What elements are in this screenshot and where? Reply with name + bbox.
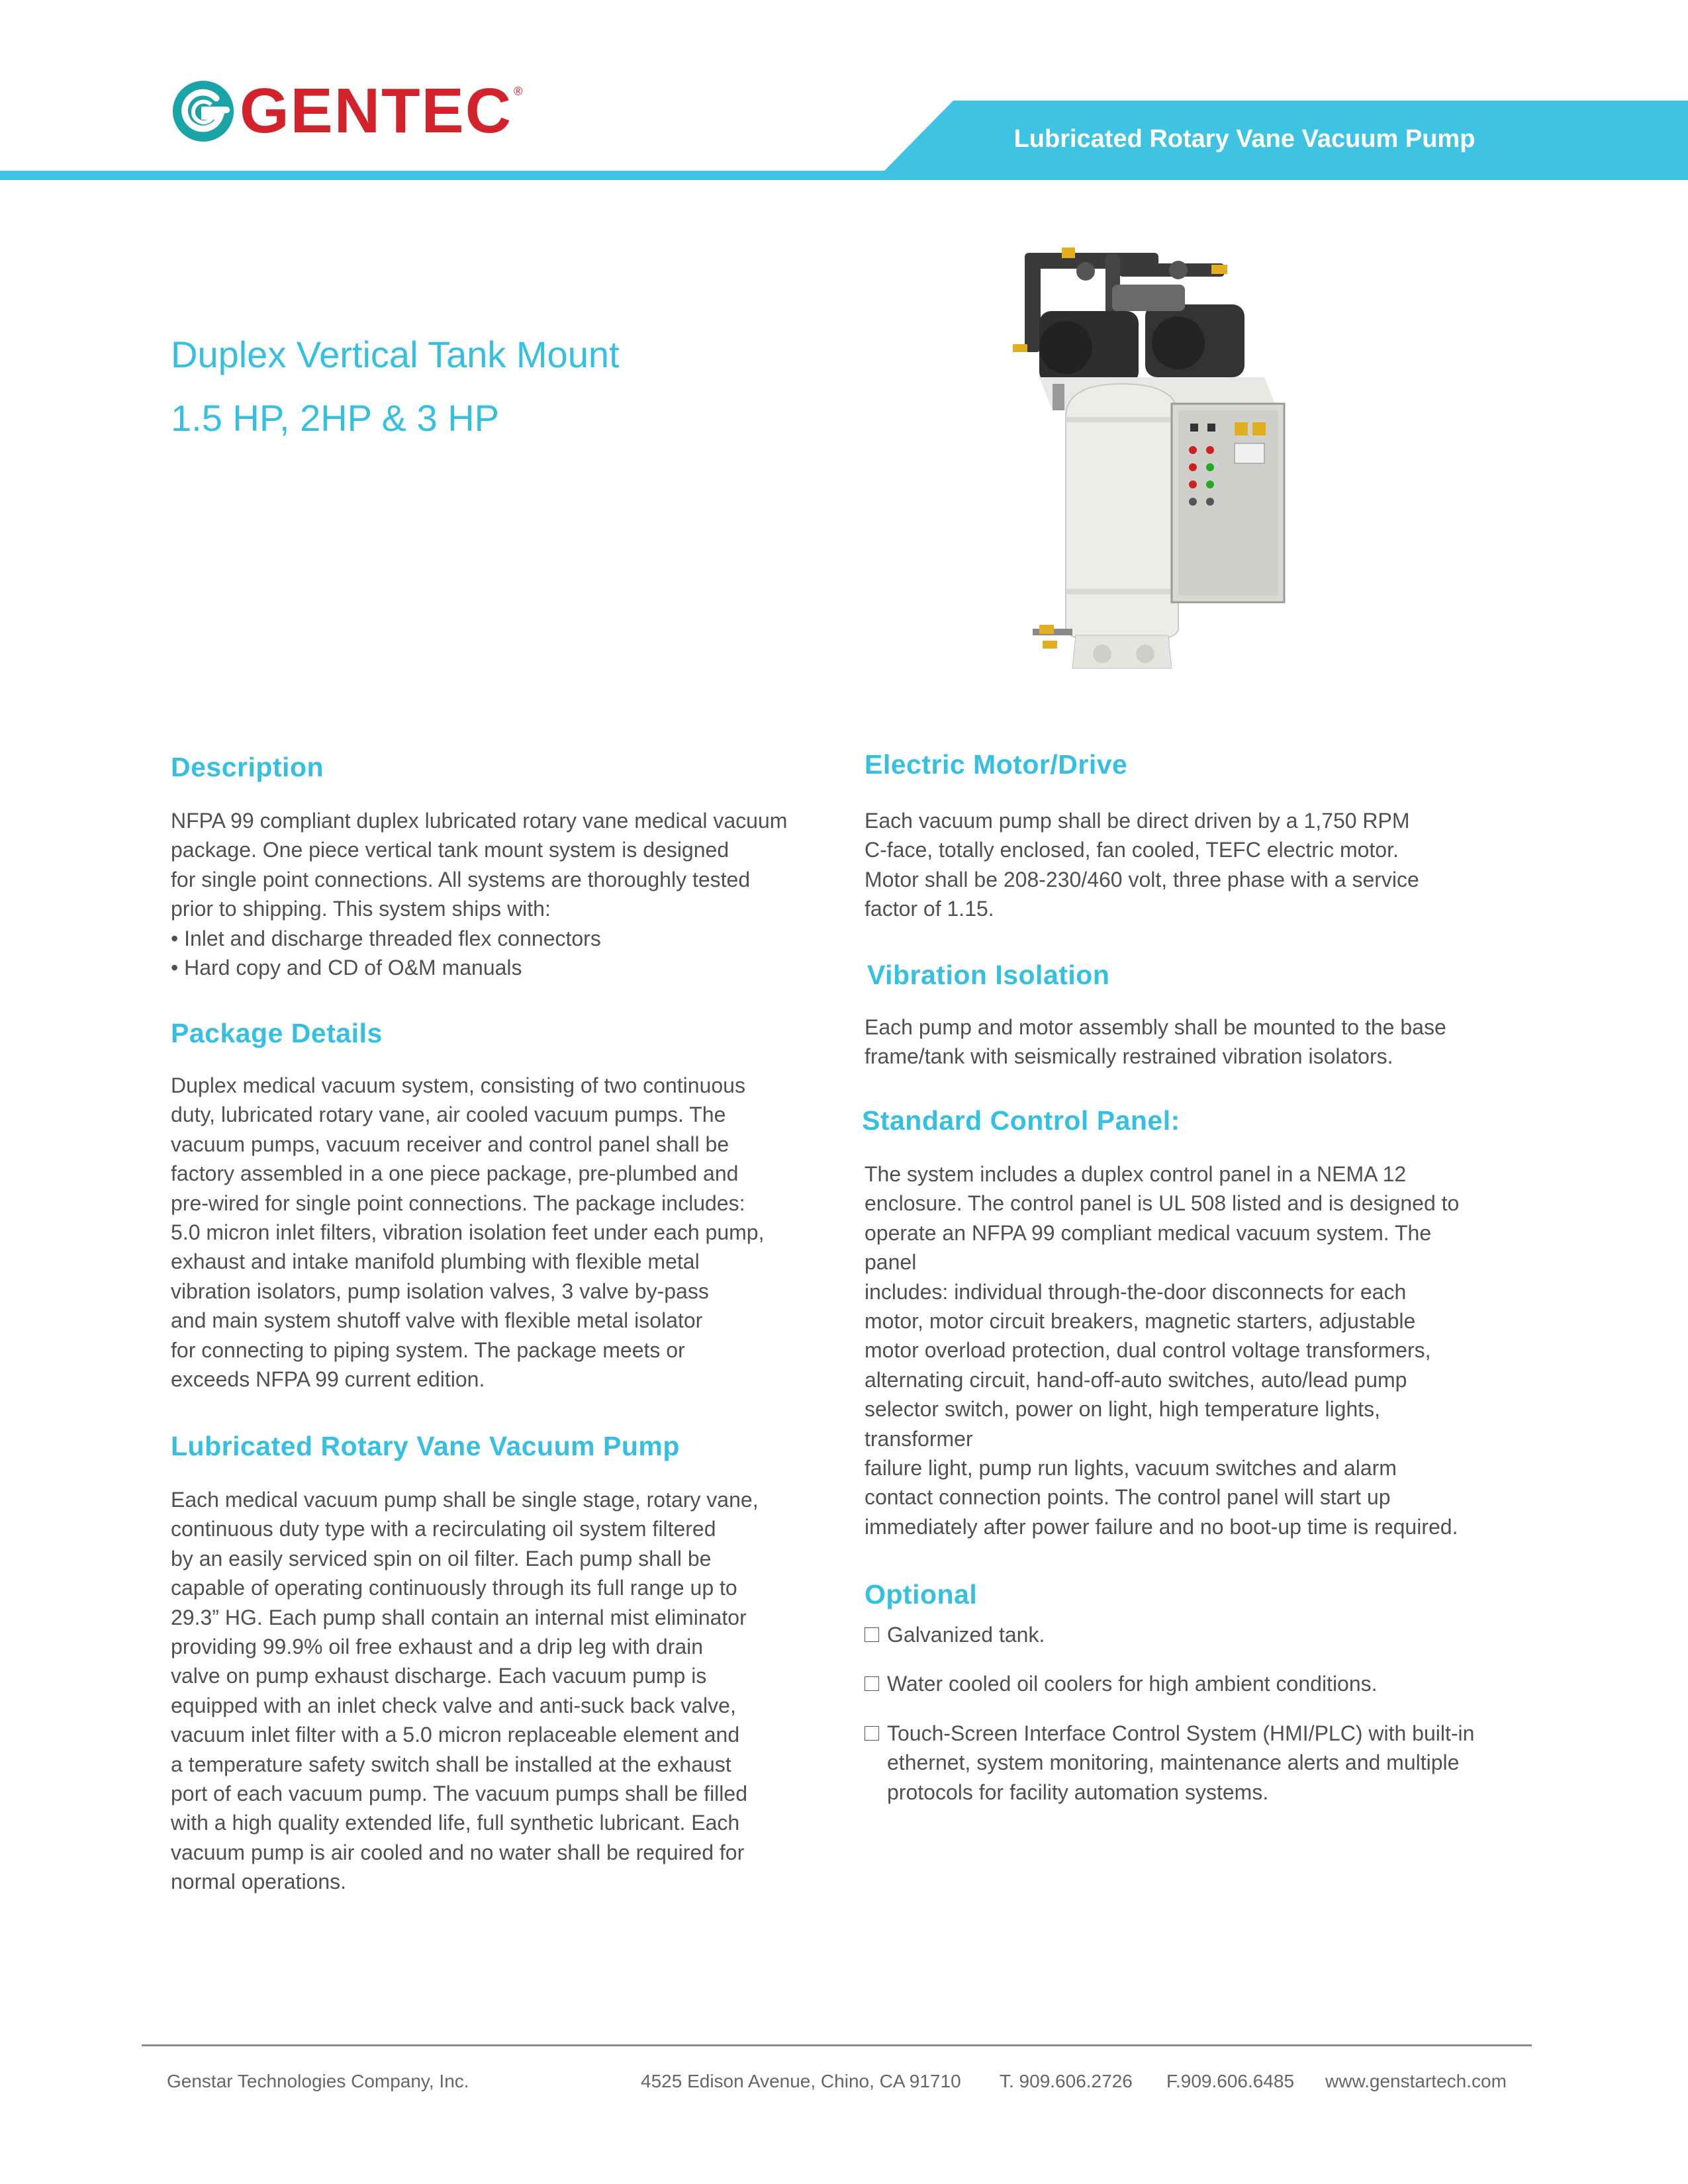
optional-item: [865, 1669, 1513, 1698]
footer-website[interactable]: www.genstartech.com: [1325, 2071, 1507, 2091]
lubricated-pump-body: Each medical vacuum pump shall be single stage, rotary vane, continuous duty type with a recirculating oil system filtered by an easily serviced spin on oil filter. Each pump shall be capable of operating continuously through its full range up to 29.3” HG. Each pump shall contain an internal mist eliminator providing 99.9% oil free exhaust and a drip leg with drain valve on pump exhaust discharge. Each vacuum pump is equipped with an inlet check valve and anti-suck back valve, vacuum inlet filter with a 5.0 micron replaceable element and a temperature safety switch shall be installed at the exhaust port of each vacuum pump. The vacuum pumps shall be filled with a high quality extended life, full synthetic lubricant. Each vacuum pump is air cooled and no water shall be required for normal operations.: [171, 1488, 759, 1894]
optional-item-text: Galvanized tank.: [887, 1623, 1045, 1647]
brand-logo: [171, 75, 523, 146]
optional-item-text: Touch-Screen Interface Control System (HMI/PLC) with built-in ethernet, system monitoring, maintenance alerts and multiple protocols for facility automation systems.: [887, 1721, 1475, 1804]
product-title-line1: Duplex Vertical Tank Mount: [171, 334, 620, 375]
brand-name: GENTEC: [240, 75, 513, 146]
vibration-isolation-body: Each pump and motor assembly shall be mounted to the base frame/tank with seismically restrained vibration isolators.: [865, 1015, 1446, 1069]
electric-motor-heading: Electric Motor/Drive: [865, 749, 1128, 780]
footer-company: Genstar Technologies Company, Inc.: [167, 2071, 469, 2091]
optional-item: [865, 1620, 1513, 1649]
vibration-isolation-heading: Vibration Isolation: [867, 960, 1110, 990]
control-panel-body: The system includes a duplex control panel in a NEMA 12 enclosure. The control panel is UL 508 listed and is designed to operate an NFPA 99 compliant medical vacuum system. The panel includes: individual through-the-door disconnects for each motor, motor circuit breakers, magnetic starters, adjustable motor overload protection, dual control voltage transformers, alternating circuit, hand-off-auto switches, auto/lead pump selector switch, power on light, high temperature lights, transformer failure light, pump run lights, vacuum switches and alarm contact connection points. The control panel will start up immediately after power failure and no boot-up time is required.: [865, 1162, 1460, 1539]
footer-fax: F.909.606.6485: [1166, 2071, 1295, 2091]
optional-item: [865, 1719, 1513, 1807]
duplex-vacuum-pump-image: [1013, 245, 1304, 682]
control-panel-heading: Standard Control Panel:: [862, 1105, 1180, 1136]
footer-phone: T. 909.606.2726: [1000, 2071, 1133, 2091]
registered-mark: ®: [514, 85, 523, 98]
footer-divider: [142, 2044, 1532, 2046]
checkbox-icon: [865, 1676, 879, 1691]
checkbox-icon: [865, 1627, 879, 1642]
electric-motor-body: Each vacuum pump shall be direct driven by a 1,750 RPM C-face, totally enclosed, fan cooled, TEFC electric motor. Motor shall be 208-230/460 volt, three phase with a service factor of 1.15.: [865, 809, 1419, 921]
description-body: NFPA 99 compliant duplex lubricated rotary vane medical vacuum package. One piece vertical tank mount system is designed for single point connections. All systems are thoroughly tested prior to shipping. This system ships with: • Inlet and discharge threaded flex connectors • Hard copy and CD of O&M manuals: [171, 809, 788, 980]
header-title: Lubricated Rotary Vane Vacuum Pump: [1013, 125, 1476, 153]
lubricated-pump-heading: Lubricated Rotary Vane Vacuum Pump: [171, 1431, 680, 1461]
footer-address: 4525 Edison Avenue, Chino, CA 91710: [641, 2071, 961, 2091]
package-details-heading: Package Details: [171, 1018, 383, 1048]
product-title: [171, 323, 899, 450]
optional-heading: Optional: [865, 1579, 978, 1610]
product-title-line2: 1.5 HP, 2HP & 3 HP: [171, 397, 499, 439]
optional-item-text: Water cooled oil coolers for high ambient conditions.: [887, 1672, 1378, 1696]
optional-list: [865, 1620, 1513, 1807]
gentec-g-logo-icon: [171, 79, 236, 144]
description-heading: Description: [171, 752, 324, 782]
checkbox-icon: [865, 1726, 879, 1741]
package-details-body: Duplex medical vacuum system, consisting of two continuous duty, lubricated rotary vane, air cooled vacuum pumps. The vacuum pumps, vacuum receiver and control panel shall be factory assembled in a one piece package, pre-plumbed and pre-wired for single point connections. The package includes: 5.0 micron inlet filters, vibration isolation feet under each pump, exhaust and intake manifold plumbing with flexible metal vibration isolators, pump isolation valves, 3 valve by-pass and main system shutoff valve with flexible metal isolator for connecting to piping system. The package meets or exceeds NFPA 99 current edition.: [171, 1073, 765, 1392]
